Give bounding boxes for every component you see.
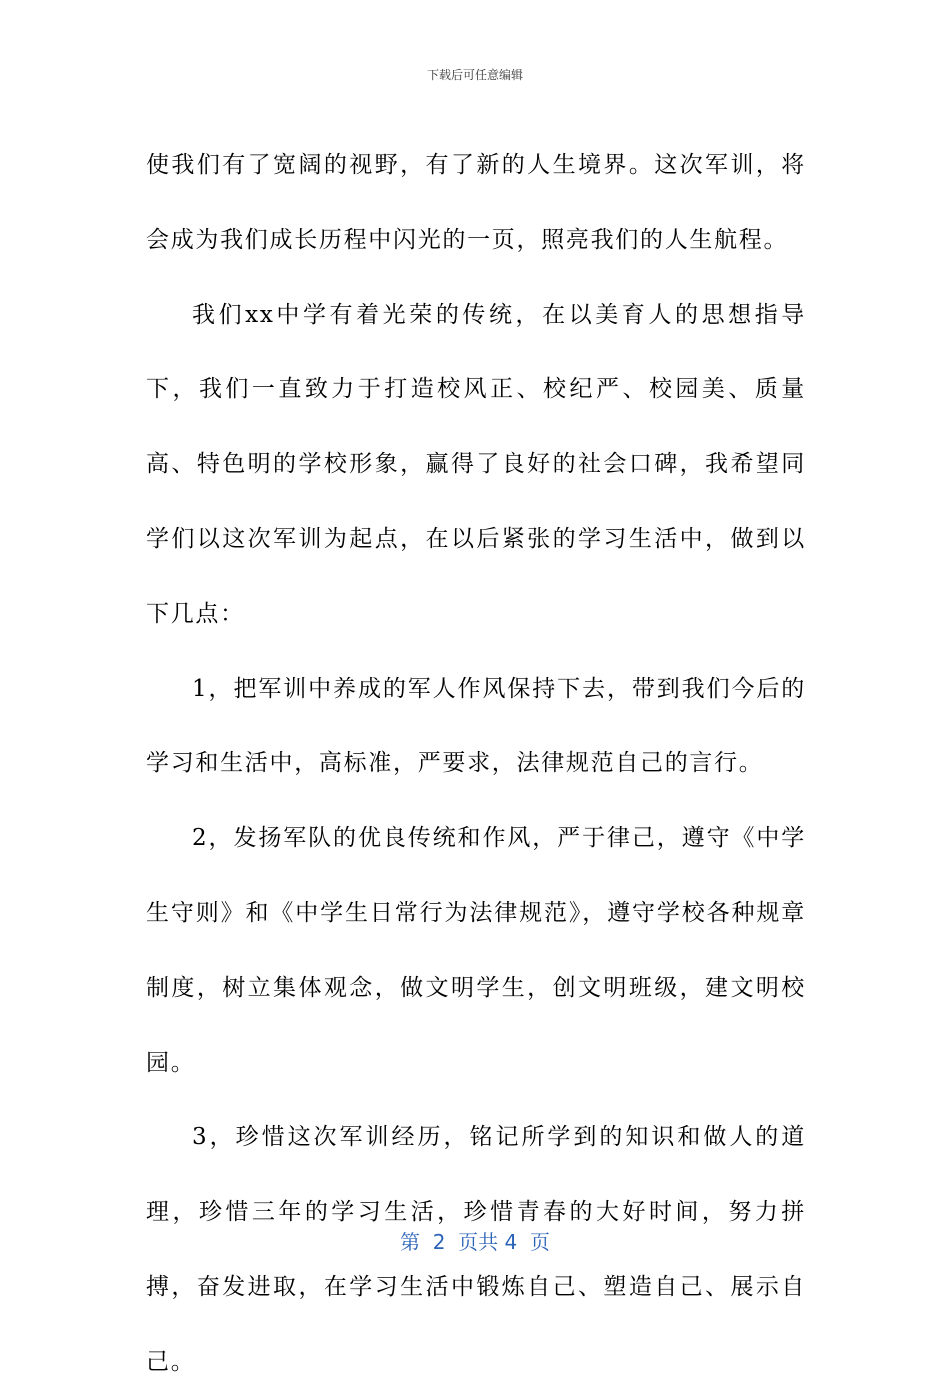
page-number: 第 2 页共 4 页 [400,1230,550,1254]
paragraph-3: 1，把军训中养成的军人作风保持下去，带到我们今后的学习和生活中，高标准，严要求，法律规范自己的言行。 [146,675,806,777]
paragraph-4: 2，发扬军队的优良传统和作风，严于律己，遵守《中学生守则》和《中学生日常行为法律规范》，遵守学校各种规章制度，树立集体观念，做文明学生，创文明班级，建文明校园。 [146,825,806,1076]
paragraph-2: 我们xx中学有着光荣的传统，在以美育人的思想指导下，我们一直致力于打造校风正、校纪严、校园美、质量高、特色明的学校形象，赢得了良好的社会口碑，我希望同学们以这次军训为起点，在以后紧张的学习生活中，做到以下几点： [146,301,806,627]
paragraph-1: 使我们有了宽阔的视野，有了新的人生境界。这次军训，将会成为我们成长历程中闪光的一页，照亮我们的人生航程。 [146,152,806,253]
header-note: 下载后可任意编辑 [426,68,523,82]
paragraph-5: 3，珍惜这次军训经历，铭记所学到的知识和做人的道理，珍惜三年的学习生活，珍惜青春的大好时间，努力拼搏，奋发进取，在学习生活中锻炼自己、塑造自己、展示自己。 [146,1124,806,1375]
document-body [146,128,806,1400]
